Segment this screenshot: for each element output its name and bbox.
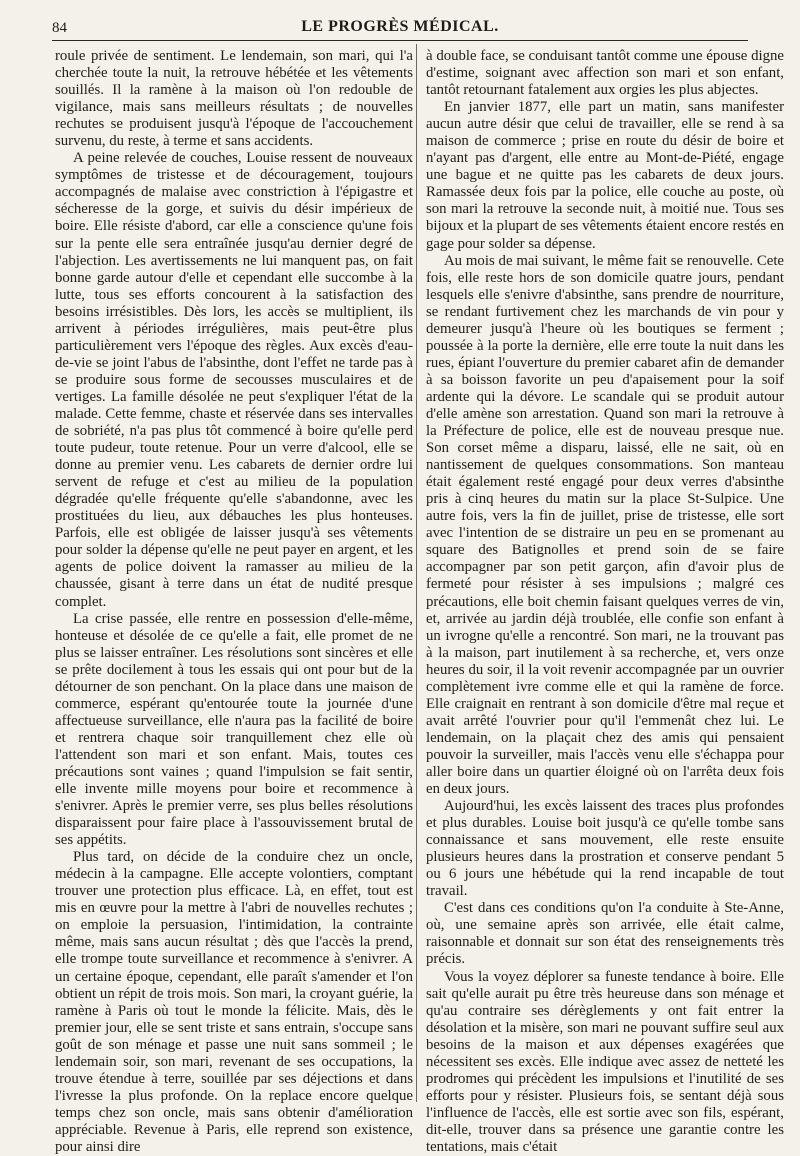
- paragraph: En janvier 1877, elle part un matin, sans manifester aucun autre désir que celui de travailler, elle se rend à sa maison de commerce ; prise en route du désir de boire et n'ayant pas d'argent, elle entre au Mont-de-Piété, engage une bague et ne quitte pas les cabarets de deux jours. Ramassée deux fois par la police, elle couche au poste, où son mari la retrouve la seconde nuit, à moitié nue. Tous ses bijoux et la plupart de ses vêtements étaient encore restés en gage pour solder sa dépense.: [426, 99, 784, 252]
- paragraph: La crise passée, elle rentre en possession d'elle-même, honteuse et désolée de ce qu'elle a fait, elle promet de ne plus se laisser entraîner. Les résolutions sont sincères et elle se prête docilement à tous les essais qui ont pour but de la détourner de son penchant. On la place dans une maison de commerce, espérant qu'entourée toute la journée d'une affectueuse surveillance, elle n'aura pas la facilité de boire et rentrera chaque soir tranquillement chez elle où l'attendent son mari et son enfant. Mais, toutes ces précautions sont vaines ; quand l'impulsion se fait sentir, elle invente mille moyens pour boire et recommence à s'enivrer. Après le premier verre, ses plus belles résolutions disparaissent pour faire place à l'assouvissement brutal de ses appétits.: [55, 610, 413, 849]
- paragraph: A peine relevée de couches, Louise ressent de nouveaux symptômes de tristesse et de découragement, toujours accompagnés de malaise avec constriction à l'épigastre et sécheresse de la gorge, et suivis du désir impérieux de boire. Elle résiste d'abord, car elle a conscience qu'une fois sur la pente elle sera entraînée jusqu'au dernier degré de l'abjection. Les avertissements ne lui manquent pas, on fait bonne garde autour d'elle et cependant elle succombe à la lutte, tous ses efforts concourent à la satisfaction des besoins irrésistibles. Dès lors, les accès se multiplient, ils arrivent à périodes irrégulières, mais peut-être plus particulièrement vers l'époque des règles. Aux excès d'eau-de-vie se joint l'abus de l'absinthe, dont l'effet ne tarde pas à se produire sous forme de secousses musculaires et de vertiges. La famille désolée ne peut s'expliquer l'état de la malade. Cette femme, chaste et réservée dans ses intervalles de sobriété, n'a pas plus tôt commencé à boire qu'elle perd toute pudeur, toute retenue. Pour un verre d'alcool, elle se donne au premier venu. Les cabarets de dernier ordre lui servent de refuge et c'est au milieu de la population dégradée qu'elle fréquente qu'elle s'abandonne, avec les prostituées du lieu, aux débauches les plus honteuses. Parfois, elle est obligée de laisser jusqu'à ses vêtements pour solder la dépense qu'elle ne peut payer en argent, et les agents de police doivent la ramasser au milieu de la chaussée, gisant à terre dans un état de nudité presque complet.: [55, 150, 413, 610]
- paragraph: Aujourd'hui, les excès laissent des traces plus profondes et plus durables. Louise boit jusqu'à ce qu'elle tombe sans connaissance et sans mouvement, elle reste ensuite plusieurs heures dans la prostration et conserve pendant 5 ou 6 jours une hébétude qui la rend incapable de tout travail.: [426, 798, 784, 900]
- paragraph: Plus tard, on décide de la conduire chez un oncle, médecin à la campagne. Elle accepte volontiers, comptant trouver une protection plus efficace. Là, en effet, tout est mis en œuvre pour la mettre à l'abri de nouvelles rechutes ; on emploie la persuasion, l'intimidation, la contrainte même, mais sans aucun résultat ; dès que l'accès la prend, elle trompe toute surveillance et recommence à s'enivrer. A un certaine époque, cependant, elle paraît s'amender et l'on obtient un répit de trois mois. Son mari, la croyant guérie, la ramène à Paris où tout le monde la félicite. Mais, dès le premier jour, elle se sent triste et sans entrain, s'occupe sans goût de son ménage et passe une nuit sans sommeil ; le lendemain soir, son mari, revenant de ses occupations, la trouve étendue à terre, souillée par ses déjections et dans l'ivresse la plus profonde. On la replace encore quelque temps chez son oncle, mais sans obtenir d'amélioration appréciable. Revenue à Paris, elle reprend son existence, pour ainsi dire: [55, 849, 413, 1155]
- paragraph: à double face, se conduisant tantôt comme une épouse digne d'estime, soignant avec affection son mari et son enfant, tantôt retournant fatalement aux orgies les plus abjectes.: [426, 48, 784, 99]
- column-divider: [416, 44, 417, 1102]
- right-column: [426, 48, 784, 1155]
- paragraph: Au mois de mai suivant, le même fait se renouvelle. Cete fois, elle reste hors de son domicile quatre jours, pendant lesquels elle s'enivre d'absinthe, sans prendre de nourriture, se rendant furtivement chez les marchands de vin pour y demeurer jusqu'à l'heure où les boutiques se ferment ; poussée à la porte la dernière, elle erre toute la nuit dans les rues, épiant l'ouverture du premier cabaret afin de demander à sa boisson favorite un peu d'apaisement pour la soif ardente qui la dévore. Le scandale qui se produit autour d'elle amène son arrestation. Quand son mari la retrouve à la Préfecture de police, elle est de nouveau presque nue. Son corset même a disparu, laissé, elle ne sait, où en nantissement de quelques consommations. Son manteau était également resté engagé pour deux verres d'absinthe pris à cinq heures du matin sur la place St-Sulpice. Une autre fois, vers la fin de juillet, prise de tristesse, elle sort avec l'intention de se distraire un peu en se promenant au square des Batignolles et prend soin de se faire accompagner par son petit garçon, afin d'avoir plus de fermeté pour résister à ses impulsions ; malgré ces précautions, elle boit chemin faisant quelques verres de vin, et, arrivée au jardin déjà troublée, elle confie son enfant à un ivrogne qu'elle a rencontré. Son mari, ne la trouvant pas à la maison, part inutilement à sa recherche, et, vers onze heures du soir, il la voit revenir accompagnée par un ouvrier complètement ivre comme elle et qui la ramène de force. Elle craignait en rentrant à son domicile d'être mal reçue et avait arrêté l'ouvrier pour qu'il l'emmenât chez lui. Le lendemain, on la plaçait chez des amis qui pensaient pouvoir la surveiller, mais l'accès venu elle s'échappa pour aller boire dans un quartier éloigné où on l'arrêta deux fois en deux jours.: [426, 252, 784, 798]
- left-column: [55, 48, 413, 1155]
- journal-title: LE PROGRÈS MÉDICAL.: [301, 18, 499, 35]
- paragraph: roule privée de sentiment. Le lendemain, son mari, qui l'a cherchée toute la nuit, la retrouve hébétée et les vêtements souillés. Il la ramène à la maison où l'on redouble de vigilance, mais sans meilleurs résultats ; de nouvelles rechutes se produisent jusqu'à l'époque de l'accouchement survenu, du reste, à terme et sans accidents.: [55, 48, 413, 150]
- paragraph: Vous la voyez déplorer sa funeste tendance à boire. Elle sait qu'elle aurait pu être très heureuse dans son ménage et qu'au contraire ses dérèglements y ont fait entrer la désolation et la misère, son mari ne pouvant suffire seul aux besoins de la maison et aux dépenses exagérées que nécessitent ses excès. Elle indique avec assez de netteté les prodromes qui précèdent les impulsions et l'inutilité de ses efforts pour y résister. Plusieurs fois, se sentant déjà sous l'influence de l'accès, elle est sortie avec son fils, espérant, dit-elle, trouver dans sa présence une garantie contre les tentations, mais c'était: [426, 968, 784, 1155]
- running-header: [52, 18, 748, 41]
- page-number: 84: [52, 20, 67, 36]
- paragraph: C'est dans ces conditions qu'on l'a conduite à Ste-Anne, où, une semaine après son arrivée, elle était calme, raisonnable et donnait sur son état des renseignements très précis.: [426, 900, 784, 968]
